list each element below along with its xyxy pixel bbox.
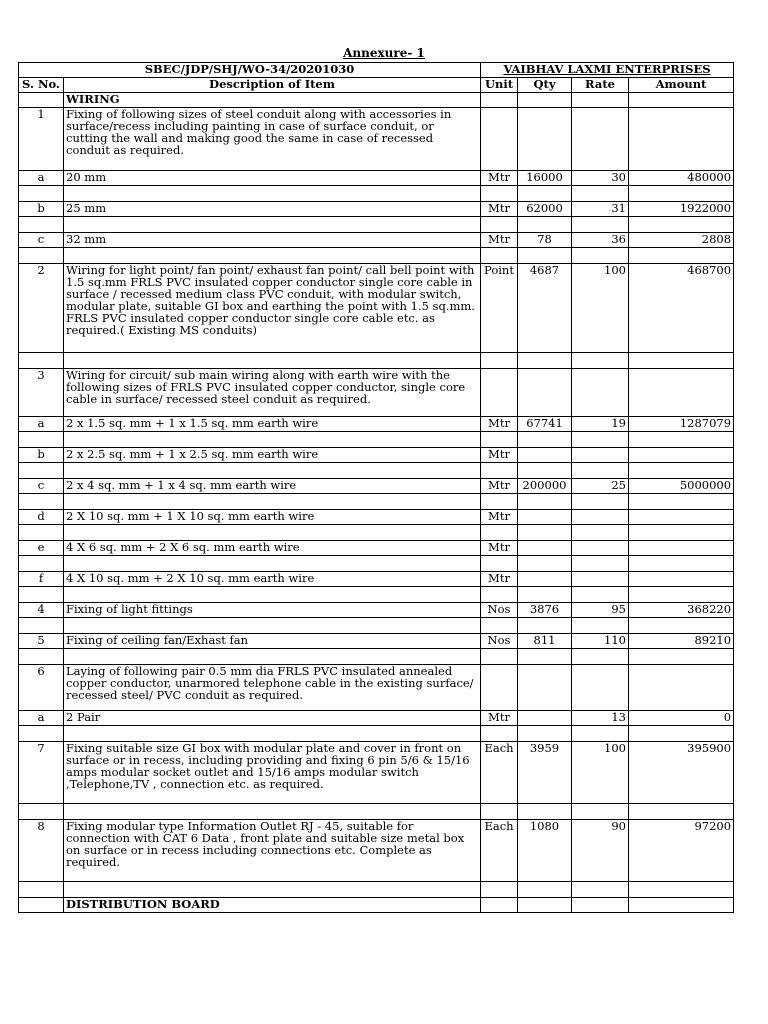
table-row <box>19 108 734 171</box>
bill-of-quantities-table <box>18 62 734 913</box>
row-sno: c <box>19 479 64 494</box>
row-rate: 25 <box>572 479 629 494</box>
row-qty <box>518 510 572 525</box>
row-description: 4 X 10 sq. mm + 2 X 10 sq. mm earth wire <box>64 572 481 587</box>
row-rate <box>572 108 629 171</box>
row-sno: 7 <box>19 742 64 804</box>
row-rate: 31 <box>572 202 629 217</box>
row-qty <box>518 108 572 171</box>
table-row <box>19 171 734 186</box>
spacer-row <box>19 217 734 233</box>
row-amount <box>629 541 734 556</box>
row-unit: Nos <box>481 603 518 618</box>
col-unit-header: Unit <box>481 78 518 93</box>
row-rate: 100 <box>572 742 629 804</box>
row-description: 2 x 4 sq. mm + 1 x 4 sq. mm earth wire <box>64 479 481 494</box>
row-rate: 100 <box>572 264 629 353</box>
table-row <box>19 448 734 463</box>
row-sno: e <box>19 541 64 556</box>
row-qty: 811 <box>518 634 572 649</box>
row-sno: 5 <box>19 634 64 649</box>
row-sno: d <box>19 510 64 525</box>
col-sno-header: S. No. <box>19 78 64 93</box>
annexure-title: Annexure- 1 <box>343 46 425 60</box>
row-qty: 16000 <box>518 171 572 186</box>
row-description: 2 x 2.5 sq. mm + 1 x 2.5 sq. mm earth wire <box>64 448 481 463</box>
spacer-row <box>19 649 734 665</box>
row-sno: a <box>19 417 64 432</box>
row-unit <box>481 665 518 711</box>
section-distribution-label: DISTRIBUTION BOARD <box>64 898 481 913</box>
row-qty <box>518 572 572 587</box>
row-description: Fixing of following sizes of steel conduit along with accessories in surface/recess including painting in case of surface conduit, or cutting the wall and making good the same in case of recessed conduit as required. <box>64 108 481 171</box>
row-amount <box>629 108 734 171</box>
row-description: 2 Pair <box>64 711 481 726</box>
row-qty <box>518 665 572 711</box>
row-amount: 97200 <box>629 820 734 882</box>
row-description: Fixing of ceiling fan/Exhast fan <box>64 634 481 649</box>
row-description: 32 mm <box>64 233 481 248</box>
row-unit <box>481 108 518 171</box>
row-sno: 2 <box>19 264 64 353</box>
col-amount-header: Amount <box>629 78 734 93</box>
row-sno: 3 <box>19 369 64 417</box>
row-sno: 6 <box>19 665 64 711</box>
row-description: Fixing modular type Information Outlet RJ - 45, suitable for connection with CAT 6 Data , front plate and suitable size metal box on surface or in recess including connections etc. Complete as required. <box>64 820 481 882</box>
row-amount <box>629 665 734 711</box>
row-unit: Mtr <box>481 541 518 556</box>
table-row <box>19 369 734 417</box>
row-amount: 368220 <box>629 603 734 618</box>
row-unit: Each <box>481 742 518 804</box>
spacer-row <box>19 618 734 634</box>
row-sno: c <box>19 233 64 248</box>
row-rate <box>572 541 629 556</box>
row-rate <box>572 369 629 417</box>
row-rate <box>572 448 629 463</box>
row-unit: Mtr <box>481 510 518 525</box>
row-amount: 1922000 <box>629 202 734 217</box>
row-unit: Mtr <box>481 417 518 432</box>
table-row <box>19 479 734 494</box>
row-rate: 19 <box>572 417 629 432</box>
row-amount: 89210 <box>629 634 734 649</box>
spacer-row <box>19 186 734 202</box>
row-amount <box>629 369 734 417</box>
row-rate <box>572 665 629 711</box>
title-row <box>19 63 734 78</box>
row-qty: 62000 <box>518 202 572 217</box>
table-row <box>19 264 734 353</box>
row-unit: Each <box>481 820 518 882</box>
row-qty <box>518 541 572 556</box>
row-sno: a <box>19 171 64 186</box>
row-qty: 3876 <box>518 603 572 618</box>
spacer-row <box>19 587 734 603</box>
row-sno: b <box>19 202 64 217</box>
spacer-row <box>19 556 734 572</box>
row-rate: 13 <box>572 711 629 726</box>
row-description: 2 x 1.5 sq. mm + 1 x 1.5 sq. mm earth wire <box>64 417 481 432</box>
section-wiring-label: WIRING <box>64 93 481 108</box>
spacer-row <box>19 353 734 369</box>
row-amount <box>629 510 734 525</box>
row-qty: 3959 <box>518 742 572 804</box>
row-amount: 480000 <box>629 171 734 186</box>
row-rate: 30 <box>572 171 629 186</box>
table-row <box>19 603 734 618</box>
row-amount: 1287079 <box>629 417 734 432</box>
row-rate: 110 <box>572 634 629 649</box>
spacer-row <box>19 882 734 898</box>
row-amount: 468700 <box>629 264 734 353</box>
work-order-number: SBEC/JDP/SHJ/WO-34/20201030 <box>19 63 481 78</box>
row-qty: 1080 <box>518 820 572 882</box>
row-qty <box>518 711 572 726</box>
row-description: 25 mm <box>64 202 481 217</box>
row-unit <box>481 369 518 417</box>
row-unit: Mtr <box>481 233 518 248</box>
table-row <box>19 634 734 649</box>
row-rate: 95 <box>572 603 629 618</box>
row-amount <box>629 572 734 587</box>
row-rate: 90 <box>572 820 629 882</box>
row-qty: 67741 <box>518 417 572 432</box>
spacer-row <box>19 804 734 820</box>
row-sno: f <box>19 572 64 587</box>
row-qty: 4687 <box>518 264 572 353</box>
row-amount: 5000000 <box>629 479 734 494</box>
spacer-row <box>19 726 734 742</box>
row-unit: Mtr <box>481 171 518 186</box>
table-row <box>19 665 734 711</box>
contractor-name: VAIBHAV LAXMI ENTERPRISES <box>481 63 734 78</box>
row-description: Fixing of light fittings <box>64 603 481 618</box>
row-sno: a <box>19 711 64 726</box>
col-qty-header: Qty <box>518 78 572 93</box>
table-row <box>19 417 734 432</box>
row-sno: b <box>19 448 64 463</box>
row-description: Laying of following pair 0.5 mm dia FRLS PVC insulated annealed copper conductor, unarmored telephone cable in the existing surface/ recessed steel/ PVC conduit as required. <box>64 665 481 711</box>
row-amount: 2808 <box>629 233 734 248</box>
row-sno: 1 <box>19 108 64 171</box>
spacer-row <box>19 248 734 264</box>
row-sno: 4 <box>19 603 64 618</box>
column-header-row <box>19 78 734 93</box>
table-row <box>19 711 734 726</box>
row-qty: 78 <box>518 233 572 248</box>
row-unit: Mtr <box>481 572 518 587</box>
row-qty <box>518 369 572 417</box>
row-amount: 395900 <box>629 742 734 804</box>
table-row <box>19 742 734 804</box>
row-qty <box>518 448 572 463</box>
row-description: Wiring for light point/ fan point/ exhaust fan point/ call bell point with 1.5 sq.mm FRLS PVC insulated copper conductor single core cable in surface / recessed medium class PVC conduit, with modular switch, modular plate, suitable GI box and earthing the point with 1.5 sq.mm. FRLS PVC insulated copper conductor single core cable etc. as required.( Existing MS conduits) <box>64 264 481 353</box>
table-row <box>19 510 734 525</box>
row-qty: 200000 <box>518 479 572 494</box>
section-row-distribution <box>19 898 734 913</box>
row-unit: Nos <box>481 634 518 649</box>
row-rate <box>572 572 629 587</box>
row-description: 20 mm <box>64 171 481 186</box>
row-unit: Mtr <box>481 202 518 217</box>
row-rate <box>572 510 629 525</box>
row-description: 4 X 6 sq. mm + 2 X 6 sq. mm earth wire <box>64 541 481 556</box>
spacer-row <box>19 463 734 479</box>
table-row <box>19 233 734 248</box>
col-description-header: Description of Item <box>64 78 481 93</box>
table-row <box>19 820 734 882</box>
section-row-wiring <box>19 93 734 108</box>
spacer-row <box>19 525 734 541</box>
row-rate: 36 <box>572 233 629 248</box>
row-description: Fixing suitable size GI box with modular plate and cover in front on surface or in recess, including providing and fixing 6 pin 5/6 & 15/16 amps modular socket outlet and 15/16 amps modular switch ,Telephone,TV , connection etc. as required. <box>64 742 481 804</box>
row-unit: Mtr <box>481 711 518 726</box>
row-unit: Point <box>481 264 518 353</box>
table-row <box>19 202 734 217</box>
row-sno: 8 <box>19 820 64 882</box>
spacer-row <box>19 494 734 510</box>
row-description: Wiring for circuit/ sub main wiring along with earth wire with the following sizes of FRLS PVC insulated copper conductor, single core cable in surface/ recessed steel conduit as required. <box>64 369 481 417</box>
table-row <box>19 541 734 556</box>
row-description: 2 X 10 sq. mm + 1 X 10 sq. mm earth wire <box>64 510 481 525</box>
row-amount: 0 <box>629 711 734 726</box>
spacer-row <box>19 432 734 448</box>
row-unit: Mtr <box>481 448 518 463</box>
row-unit: Mtr <box>481 479 518 494</box>
table-row <box>19 572 734 587</box>
row-amount <box>629 448 734 463</box>
col-rate-header: Rate <box>572 78 629 93</box>
